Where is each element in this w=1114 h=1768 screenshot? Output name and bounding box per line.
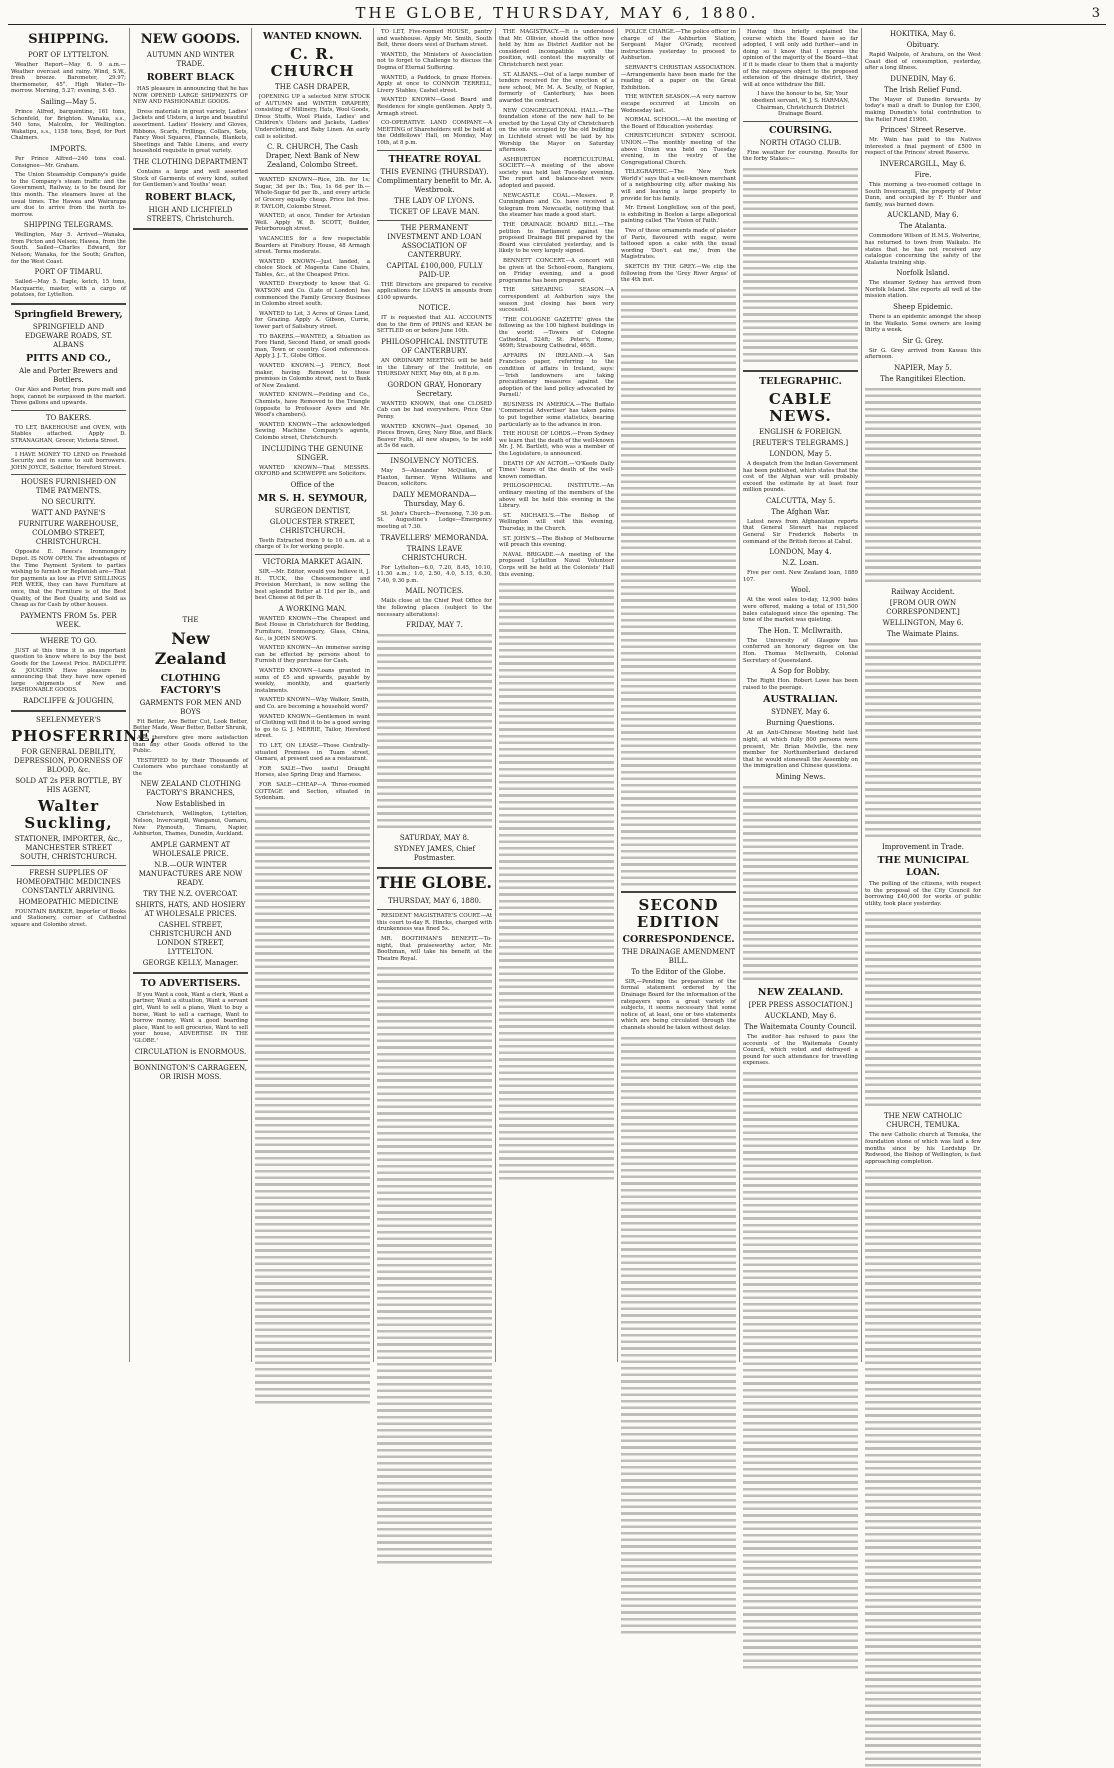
phos-sub: FOR GENERAL DEBILITY, DEPRESSION, POORNESS OF BLOOD, &c. bbox=[14, 747, 123, 774]
news-7: BENNETT CONCERT.—A concert will be given at the School-room, Rangiora, on Friday evening, and a good programme has been prepared. bbox=[499, 258, 614, 284]
whereto-text: JUST at this time it is an important question to know where to buy the best Goods for the Lowest Price. RADCLIFFE & JOUGHIN Have pleasure in announcing that they have now opened large shipments of New and FASHIONABLE GOODS. bbox=[11, 647, 126, 694]
nz-loan-text: Five per cent. New Zealand loan, 1889 107. bbox=[743, 570, 858, 583]
weather-report: Weather Report—May 6. 9 a.m.—Weather overcast and rainy. Wind, S.W., fresh breeze. Barometer, 29.97; thermometer, 45°. High Water—To-morrow. Morning, 5.27; evening, 5.45. bbox=[11, 62, 126, 95]
column-1 bbox=[8, 28, 157, 1362]
brewery-title: Springfield Brewery, bbox=[14, 309, 123, 321]
news-4: ASHBURTON HORTICULTURAL SOCIETY.—A meeting of the above society was held last Tuesday evening. The report and balance-sheet were adopted and passed. bbox=[499, 156, 614, 190]
wanted-ministers: WANTED, the Ministers of Association not to forget to Challenge to discuss the Dogma of Eternal Suffering. bbox=[377, 51, 492, 71]
wanted-9: WANTED KNOWN.—Feilding and Co., Chemists, have Removed to the Triangle (opposite to Professor Ayers and Mr. Wood's chambers). bbox=[255, 392, 370, 419]
timaru-text: Sailed—May 5. Eagle, ketch, 15 tons, Macquarrie, master, with a cargo of potatoes, for Lyttelton. bbox=[11, 279, 126, 299]
waitemata-text: The auditor has refused to pass the accounts of the Waitemata County Council, which voted and defrayed a pound for such attendance for travelling expenses. bbox=[743, 1033, 858, 1067]
ample: AMPLE GARMENT AT WHOLESALE PRICE. bbox=[150, 840, 231, 858]
wanted-12: WANTED KNOWN—The Cheapest and Best House in Christchurch for Bedding, Furniture, Ironmongery, Glass, China, &c., is JOHN SNOW'S. bbox=[255, 615, 370, 642]
news-6: THE DRAINAGE BOARD BILL.—The petition to Parliament against the proposed Drainage Bill prepared by the Board was circulated yesterday, and is likely to be very largely signed. bbox=[499, 222, 614, 255]
daily-memoranda: DAILY MEMORANDA—Thursday, May 6. bbox=[392, 490, 477, 508]
catholic-text: The new Catholic church at Temuka, the foundation stone of which was laid a few months since by his Lordship Dr. Redwood, the Bishop of Wellington, is fast approaching completion. bbox=[865, 1132, 981, 1165]
nz-heading: New Zealand bbox=[154, 628, 227, 668]
shipping-telegrams-heading: SHIPPING TELEGRAMS. bbox=[23, 221, 114, 230]
column-8 bbox=[862, 28, 984, 1362]
wanted-3: VACANCIES for a few respectable Boarders at Finsbury House, 48 Armagh street. Terms moderate. bbox=[255, 235, 370, 256]
mail-notices: MAIL NOTICES. bbox=[405, 587, 464, 596]
autumn-heading: AUTUMN AND WINTER TRADE. bbox=[146, 51, 235, 68]
news-3: NEW CONGREGATIONAL HALL.—The foundation stone of the new hall to be erected by the Loyal City of Christchurch on the site occupied by the old building in Lichfield street will be laid by his Worship the Mayor on Saturday afternoon. bbox=[499, 107, 614, 154]
wanted-13: WANTED KNOWN—An immense saving can be effected by persons about to Furnish if they purchase for Cash. bbox=[255, 645, 370, 665]
coursing-text: Fine weather for coursing. Results for the forby Stakes:— bbox=[743, 149, 858, 163]
bonnington: BONNINGTON'S CARRAGEEN, OR IRISH MOSS. bbox=[134, 1063, 247, 1081]
body-text-5 bbox=[499, 581, 614, 1181]
towns-list: Christchurch, Wellington, Lyttelton, Nelson, Invercargill, Wanganui, Oamaru, New Plymouth, Timaru, Napier, Ashburton, Thames, Dunedin, Auckland. bbox=[133, 811, 248, 838]
pitts-sub: Ale and Porter Brewers and Bottlers. bbox=[19, 367, 118, 385]
garments-heading: GARMENTS FOR MEN AND BOYS bbox=[139, 698, 242, 716]
church-addr: C. R. CHURCH, The Cash Draper, Next Bank of New Zealand, Colombo Street. bbox=[265, 143, 360, 170]
burning: Burning Questions. bbox=[766, 719, 835, 728]
body-text-6 bbox=[621, 287, 736, 887]
factory-heading: CLOTHING FACTORY'S bbox=[160, 672, 221, 696]
whereto-heading: WHERE TO GO. bbox=[40, 636, 97, 645]
cash-draper: THE CASH DRAPER, bbox=[275, 83, 350, 91]
drainage-letter: SIR,—Pending the preparation of the formal statement ordered by the Drainage Board for the information of the ratepayers upon a great variety of subjects, it seems necessary that some notice of, at least, one or two statements which are being circulated through the channels should be taken without delay. bbox=[621, 978, 736, 1031]
news-12: THE HOUSE OF LORDS.—From Sydney we learn that the death of the well-known Mr. J. M. Bartlett, who was a member of the Legislature, is announced. bbox=[499, 431, 614, 458]
permanent-investment: THE PERMANENT INVESTMENT AND LOAN ASSOCIATION OF CANTERBURY. bbox=[387, 223, 482, 259]
winter-manufactures: N.B.—OUR WINTER MANUFACTURES ARE NOW READY. bbox=[138, 860, 243, 887]
robert-black: ROBERT BLACK bbox=[146, 72, 235, 83]
mining-text bbox=[743, 784, 858, 984]
phosferrine: PHOSFERRINE, bbox=[11, 726, 157, 745]
letter-signature: I have the honour to be, Sir, Your obedient servant, W. J. S. HARMAN, Chairman, Christchurch District Drainage Board. bbox=[751, 91, 850, 118]
wanted-felts: WANTED KNOWN—Just Opened, 30 Pieces Brown, Grey, Navy Blue, and Black Beaver Felts, all new shapes, to be sold at 5s 6d each. bbox=[377, 423, 492, 450]
drainage-bill: THE DRAINAGE AMENDMENT BILL. bbox=[621, 947, 736, 965]
column-5 bbox=[496, 28, 618, 1362]
page-number: 3 bbox=[1091, 5, 1100, 21]
calcutta: CALCUTTA, May 5. bbox=[765, 496, 836, 505]
houses-heading: HOUSES FURNISHED ON TIME PAYMENTS. bbox=[20, 478, 117, 496]
brewery-text: Our Ales and Porter, from pure malt and hops, cannot be surpassed in the market. Three gallons and upwards. bbox=[11, 387, 126, 407]
wanted-cab: WANTED KNOWN, that one CLOSED Cab can be had everywhere. Price One Penny. bbox=[377, 400, 492, 421]
obituary-text: Rapid Walpole, of Arahura, on the West Coast died of consumption, yesterday, after a long illness. bbox=[865, 52, 981, 72]
surgeon: SURGEON DENTIST, bbox=[274, 506, 351, 515]
sydney-james: SYDNEY JAMES, Chief Postmaster. bbox=[393, 845, 476, 863]
wanted-4: WANTED KNOWN—Just landed, a choice Stock of Magenta Cane Chairs, Tables, &c., at the Cheapest Price. bbox=[255, 258, 370, 278]
theatre-sub: THIS EVENING (THURSDAY). Complimentary benefit to Mr. A. Westbrook. bbox=[377, 167, 492, 194]
correspondence: CORRESPONDENCE. bbox=[622, 933, 735, 945]
news6-6: TELEGRAPHIC.—The 'New York World's' says that a well-known merchant of a neighbouring city, after making his will and leaving a large property to provide for his family. bbox=[621, 169, 736, 202]
wanted-17: TO LET, ON LEASE—Those Centrally-situated Premises in Tuam street, Oamaru, at present used as a restaurant. bbox=[255, 742, 370, 763]
testified: TESTIFIED to by their Thousands of Customers who purchase constantly at the bbox=[133, 757, 248, 777]
princes: Princes' Street Reserve. bbox=[880, 126, 966, 135]
letter-end: Having thus briefly explained the course which the Board have so far adopted, I will only add further—and in doing so I know that I express the opinion of the majority of the Board—that if it is made clear to them that a majority of the ratepayers object to the proposed extension of the drainage district, they will at once withdraw the Bill. bbox=[743, 29, 858, 88]
india-despatch: A despatch from the Indian Government has been published, which states that the cost of the Afghan war will probably exceed the estimate by at least four million pounds. bbox=[743, 460, 858, 494]
news-16: ST. JOHN'S.—The Bishop of Melbourne will preach this evening. bbox=[499, 535, 614, 549]
news-8: THE SHEARING SEASON.—A correspondent at Ashburton says the season just closing has been very successful. bbox=[499, 287, 614, 314]
wanted-board: WANTED KNOWN—Good Board and Residence for single gentlemen. Apply 5, Armagh street. bbox=[377, 97, 492, 117]
working-man: A WORKING MAN. bbox=[278, 604, 347, 613]
furniture-text: Opposite E. Reece's Ironmongery Depot. IS NOW OPEN. The advantages of the Time Payment System to parties wishing to furnish or Replenish are—That for payments as low as FIVE SHILLINGS PER WEEK, they can have Furniture at once, that the Furniture is of the Best Quality, of the Best Quality, and Sold as Cheap as for Cash by other houses. bbox=[11, 549, 126, 609]
wanted-10: WANTED KNOWN—The acknowledged Sewing Machine Company's agents, Colombo street, Christchurch. bbox=[255, 421, 370, 441]
column-7 bbox=[740, 28, 862, 1362]
auckland: AUCKLAND, May 6. bbox=[764, 1011, 837, 1020]
wellington: WELLINGTON, May 6. bbox=[882, 619, 964, 628]
editor-line: To the Editor of the Globe. bbox=[631, 967, 726, 976]
wanted-5: WANTED Everybody to know that G. WATSON and Co. (Late of London) has commenced the Family Grocery Business in Colombo street south. bbox=[255, 281, 370, 308]
wanted-16: WANTED KNOWN—Gentlemen in want of Clothing will find it to be a good saving to go to G. J. MERRIE, Tailor, Hereford street. bbox=[255, 713, 370, 740]
sir-grey-text: Sir G. Grey arrived from Kawau this afternoon. bbox=[865, 347, 981, 361]
black-text-3: Contains a large and well assorted Stock of Garments of every kind, suited for Gentlemen's and Youths' wear. bbox=[133, 168, 248, 189]
ticket-of-leave: TICKET OF LEAVE MAN. bbox=[389, 207, 480, 216]
body-text bbox=[255, 805, 370, 1405]
pitts-title: PITTS AND CO., bbox=[25, 353, 112, 365]
sold-line: SOLD AT 2s PER BOTTLE, BY HIS AGENT, bbox=[15, 776, 122, 794]
payments-heading: PAYMENTS FROM 5s. PER WEEK. bbox=[20, 611, 117, 629]
shipping-telegrams: Wellington, May 5. Arrived—Wanaka, from Picton and Nelson; Hawea, from the South. Sailed—Charles Edward, for Nelson; Wanaka, for the South; Grafton, for the West Coast. bbox=[11, 232, 126, 265]
watt-payne: WATT AND PAYNE'S bbox=[31, 509, 106, 518]
wanted-6: WANTED to Let, 3 Acres of Grass Land, for Grazing. Apply A. Gibson, Currie, lower part of Salisbury street. bbox=[255, 310, 370, 331]
market-heading: VICTORIA MARKET AGAIN. bbox=[262, 557, 363, 566]
atalanta-text: Commodore Wilson of H.M.S. Wolverine, has returned to town from Waikato. He states that he has not received any catalogue concerning the safety of the Atalanta training ship. bbox=[865, 233, 981, 266]
coursing: COURSING. bbox=[768, 124, 833, 136]
london-2: LONDON, May 4. bbox=[769, 548, 832, 557]
radcliffe: RADCLIFFE & JOUGHIN, bbox=[22, 696, 115, 705]
wanted-15: WANTED KNOWN—Why Walker, Smith, and Co. are becoming a household word? bbox=[255, 697, 370, 710]
wanted-14: WANTED KNOWN—Loans granted in sums of £5 and upwards, payable by weekly, monthly, and quarterly instalments. bbox=[255, 668, 370, 694]
news-9: 'THE COLOGNE GAZETTE' gives the following as the 100 highest buildings in the world: —Towers of Cologne Cathedral, 524ft; St. Peter's, Rome, 469ft; Strasbourg Cathedral, 465ft. bbox=[499, 316, 614, 350]
auckland-8: AUCKLAND, May 6. bbox=[887, 211, 959, 220]
the-label: THE bbox=[182, 615, 199, 624]
column-3 bbox=[252, 28, 374, 1362]
fire: Fire. bbox=[914, 170, 932, 179]
wanted-11: WANTED KNOWN—That MESSRS. OXFORD and SCHWEPPE are Solicitors. bbox=[255, 464, 370, 478]
norfolk: Norfolk Island. bbox=[896, 269, 950, 278]
mail-text: Mails close at the Chief Post Office for the following places (subject to the necessary alterations): bbox=[377, 598, 492, 618]
news6-7: Mr. Ernest Longfellow, son of the poet, is exhibiting in Boston a large allegorical painting called 'The Vision of Faith.' bbox=[621, 205, 736, 225]
loans-text: THE Directors are prepared to receive applications for LOANS in amounts from £100 upwards. bbox=[377, 281, 492, 301]
capital: CAPITAL £100,000, FULLY PAID-UP. bbox=[386, 261, 483, 279]
travellers: TRAVELLERS' MEMORANDA. bbox=[380, 533, 489, 542]
mail-list bbox=[377, 632, 492, 832]
second-edition: SECOND EDITION bbox=[636, 895, 721, 931]
black-text-1: HAS pleasure in announcing that he has NOW OPENED LARGE SHIPMENTS OF NEW AND FASHIONABLE GOODS. bbox=[133, 86, 248, 106]
notice-heading: NOTICE. bbox=[418, 304, 451, 313]
daily-text: St. John's Church—Evensong, 7.30 p.m. St. Augustine's Lodge—Emergency meeting at 7.30. bbox=[377, 510, 492, 530]
now-established: Now Established in bbox=[156, 800, 225, 809]
timaru-heading: PORT OF TIMARU. bbox=[34, 268, 103, 277]
dunedin: DUNEDIN, May 6. bbox=[890, 74, 956, 83]
reuter: [REUTER'S TELEGRAMS.] bbox=[752, 438, 849, 447]
bakers-text: TO LET, BAKEHOUSE and OVEN, with Stables attached. Apply D. STRANAGHAN, Grocer, Victoria Street. bbox=[11, 424, 126, 444]
fit-list: Fit Better, Are Better Cut, Look Better, Better Made, Wear Better, Better Shrunk, bbox=[133, 718, 248, 732]
wool-text: At the wool sales to-day, 12,900 bales were offered, making a total of 151,500 bales catalogued since the opening. The tone of the market was quieting. bbox=[743, 597, 858, 624]
news-10: AFFAIRS IN IRELAND.—A San Francisco paper, referring to the condition of affairs in Ireland, says:—'Irish landowners are taking precautionary measures against the adoption of the land policy advocated by Parnell.' bbox=[499, 352, 614, 399]
tolet-1: TO LET, Five-roomed HOUSE, pantry and washhouse. Apply Mr. Smith, South Belt, three doors west of Durham street. bbox=[377, 29, 492, 49]
homeopathic: FRESH SUPPLIES OF HOMEOPATHIC MEDICINES CONSTANTLY ARRIVING. bbox=[16, 868, 121, 895]
news6-9: SKETCH BY THE GREY.—We clip the following from the 'Grey River Argus' of the 4th inst. bbox=[621, 264, 736, 284]
nosecurity: NO SECURITY. bbox=[41, 498, 96, 507]
philosophical: PHILOSOPHICAL INSTITUTE OF CANTERBURY. bbox=[381, 338, 488, 356]
black-addr: HIGH AND LICHFIELD STREETS, Christchurch. bbox=[146, 205, 235, 223]
body-text-6b bbox=[621, 1035, 736, 1635]
news6-8: Two of those ornaments made of plaster of Paris, flavoured with sugar, were tattooed upon a cake with the usual wording 'Don't eat me,' from the Magistrates. bbox=[621, 228, 736, 261]
atalanta: The Atalanta. bbox=[899, 222, 947, 231]
wanted-2: WANTED, at once, Tender for Artesian Well. Apply W. B. SCOTT, Builder, Peterborough street. bbox=[255, 213, 370, 233]
nz-loan: N.Z. Loan. bbox=[782, 559, 819, 568]
wanted-19: FOR SALE—CHEAP—A Three-roomed COTTAGE and Section, situated in Sydenham. bbox=[255, 781, 370, 802]
black-text-2: Dress materials in great variety, Ladies' Jackets and Ulsters, a large and beautiful assortment. Ladies' Hosiery and Gloves, Ribbons, Scarfs, Frillings, Collars, Sets, Fancy Wool Squares, Flannels, Blankets, Sheetings and Table Linens, and every household requisite in great variety. bbox=[133, 108, 248, 155]
globe-heading: THE GLOBE. bbox=[377, 873, 492, 893]
body-text-7 bbox=[743, 1070, 858, 1670]
walter-suckling: Walter Suckling, bbox=[24, 796, 113, 832]
municipal-body bbox=[865, 910, 981, 1110]
news6-3: THE WINTER SEASON.—A very narrow escape occurred at Lincoln on Wednesday last. bbox=[621, 94, 736, 114]
afghan-text: Latest news from Afghanistan reports that General Stewart has replaced General Sir Frederick Roberts in command of the British forces at Cabul. bbox=[743, 518, 858, 545]
wanted-1: WANTED KNOWN—Rice, 2lb. for 1s; Sugar, 3d per lb.; Tea, 1s 6d per lb.—Whole-Sugar 6d per lb., and every article of Grocery equally cheap. Price list free. P. TAYLOR, Colombo Street. bbox=[255, 177, 370, 210]
bakers-heading: TO BAKERS. bbox=[45, 413, 92, 422]
own-corr: [FROM OUR OWN CORRESPONDENT.] bbox=[886, 599, 960, 617]
news-17: NAVAL BRIGADE.—A meeting of the proposed Lyttelton Naval Volunteer Corps will be held at the Colonists' Hall this evening. bbox=[499, 551, 614, 578]
seelenmeyer: SEELENMEYER'S bbox=[36, 715, 101, 724]
news-14: PHILOSOPHICAL INSTITUTE.—An ordinary meeting of the members of the above will be held this evening in the Library. bbox=[499, 483, 614, 510]
masthead bbox=[8, 2, 1106, 25]
australian: AUSTRALIAN. bbox=[763, 694, 838, 706]
rangitikei: The Rangitikei Election. bbox=[880, 375, 966, 384]
sop: A Sop for Bobby. bbox=[771, 667, 830, 676]
london-1: LONDON, May 5. bbox=[769, 449, 832, 458]
news6-5: CHRISTCHURCH SYDNEY SCHOOL UNION.—The monthly meeting of the above Union was held on Tuesday evening, in the vestry of the Congregational Church. bbox=[621, 133, 736, 166]
walter-sub: STATIONER, IMPORTER, &c., MANCHESTER STREET SOUTH, CHRISTCHURCH. bbox=[14, 834, 123, 861]
sailed-heading: Sailing—May 5. bbox=[40, 97, 97, 106]
shipping-news: The Union Steamship Company's guide to the Company's steam traffic and the Government, Railway, is to be found for this month. The steamers leave at the usual times. The Hawea and Wairarapa are due to arrive from the north to-morrow. bbox=[11, 172, 126, 218]
waimate: The Waimate Plains. bbox=[886, 630, 960, 639]
notice-text: IT is requested that ALL ACCOUNTS due to the firm of PRINS and KEAN be SETTLED on or before June 10th. bbox=[377, 315, 492, 335]
news-5: NEWCASTLE COAL.—Messrs. P. Cunningham and Co. have received a telegram from Newcastle, notifying that the steamer has made a good start. bbox=[499, 192, 614, 219]
news6-1: POLICE CHARGE.—The police officer in charge of the Ashburton Station, Sergeant Major O'Grady, received instructions yesterday to proceed to Ashburton. bbox=[621, 29, 736, 62]
wool: Wool. bbox=[790, 586, 811, 595]
princes-text: Mr. Wain has paid to the Natives interested a final payment of £500 in respect of the Princes' street Reserve. bbox=[865, 137, 981, 157]
mining: Mining News. bbox=[775, 772, 826, 781]
sheep: Sheep Epidemic. bbox=[893, 303, 953, 312]
trains-text: For Lyttelton—6.0, 7.20, 8.45, 10.10, 11.30 a.m.; 1.0, 2.50, 4.0, 5.15, 6.30, 7.40, 9.30 p.m. bbox=[377, 564, 492, 584]
church-text: [OPENING UP a selected NEW STOCK of AUTUMN and WINTER DRAPERY, consisting of Millinery, Hats, Wool Goods, Dress Stuffs, Wool Plaids, Ladies' and Children's Ulsters and Jackets, Ladies' Underclothing, and Baby Linen. An early call is solicited. bbox=[255, 94, 370, 140]
rm-court: RESIDENT MAGISTRATE'S COURT.—At this court to-day R. Hincks, charged with drunkenness was fined 5s. bbox=[377, 913, 492, 933]
cashel: CASHEL STREET, CHRISTCHURCH AND LONDON STREET, LYTTELTON. bbox=[149, 920, 232, 956]
new-zealand: NEW ZEALAND. bbox=[757, 986, 844, 998]
fountain-barker: FOUNTAIN BARKER, Importer of Books and Stationery, corner of Cathedral square and Colombo street. bbox=[11, 908, 126, 929]
mcilwraith: The Hon. T. McIlwraith. bbox=[758, 626, 843, 635]
english-foreign: ENGLISH & FOREIGN. bbox=[758, 427, 843, 436]
news-2: ST. ALBANS.—Out of a large number of tenders received for the erection of a new school, Mr. M. A. Scully, of Napier, formerly of Canterbury, has been awarded the contract. bbox=[499, 71, 614, 104]
sir-grey: Sir G. Grey. bbox=[902, 336, 944, 345]
columns bbox=[8, 28, 1106, 1362]
mcilwraith-text: The University of Glasgow has conferred an honorary degree on the Hon. Thomas McIlwraith, Colonial Secretary of Queensland. bbox=[743, 637, 858, 664]
coursing-results bbox=[743, 166, 858, 366]
press-assoc: [PER PRESS ASSOCIATION.] bbox=[748, 1000, 853, 1009]
shirts: SHIRTS, HATS, AND HOSIERY AT WHOLESALE PRICES. bbox=[135, 900, 246, 918]
waitemata: The Waitemata County Council. bbox=[744, 1022, 857, 1031]
column-2 bbox=[130, 28, 252, 1362]
burning-text: At an Anti-Chinese Meeting held last night, at which fully 800 persons were present, Mr. Brian Melville, the new member for Northumberland declared that he would stonewall the Assembly on the immigration and Chinese questions. bbox=[743, 730, 858, 770]
afghan-war: The Afghan War. bbox=[771, 507, 830, 516]
lady-of-lyons: THE LADY OF LYONS. bbox=[394, 196, 475, 205]
factory-text: And therefore give more satisfaction than any other Goods offered to the Public. bbox=[133, 734, 248, 755]
news6-4: NORMAL SCHOOL.—At the meeting of the Board of Education yesterday. bbox=[621, 117, 736, 130]
brewery-sub: SPRINGFIELD AND EDGEWARE ROADS, ST. ALBANS bbox=[24, 323, 113, 350]
trade: Improvement in Trade. bbox=[882, 843, 964, 852]
trains: TRAINS LEAVE CHRISTCHURCH. bbox=[401, 544, 468, 562]
homeopathic-2: HOMEOPATHIC MEDICINE bbox=[18, 897, 119, 906]
masthead-title: THE GLOBE, THURSDAY, MAY 6, 1880. bbox=[355, 4, 759, 22]
globe-date: THURSDAY, MAY 6, 1880. bbox=[387, 897, 482, 906]
sydney: SYDNEY, May 6. bbox=[771, 708, 830, 717]
news-13: DEATH OF AN ACTOR.—'O'Keefe Daily Times' hears of the death of the well-known comedian. bbox=[499, 460, 614, 480]
friday: FRIDAY, MAY 7. bbox=[406, 621, 463, 630]
kelly: GEORGE KELLY, Manager. bbox=[142, 958, 239, 967]
shipping-heading: SHIPPING. bbox=[28, 32, 109, 47]
circulation: CIRCULATION is ENORMOUS. bbox=[134, 1047, 247, 1056]
genuine-singer: INCLUDING THE GENUINE SINGER. bbox=[261, 444, 364, 462]
news6-2: SERVANT'S CHRISTIAN ASSOCIATION.—Arrangements have been made for the reading of a paper on the Great Exhibition. bbox=[621, 64, 736, 91]
waimate-text bbox=[865, 641, 981, 841]
hokitika: HOKITIKA, May 6. bbox=[890, 30, 956, 38]
market-text: SIR.—Mr. Editor, would you believe it, J. H. TUCK, the Cheesemonger and Provision Merchant, is now selling the best splendid Butter at 11d per lb., and best Cheese at 6d per lb. bbox=[255, 568, 370, 602]
municipal-loan: THE MUNICIPAL LOAN. bbox=[877, 855, 969, 879]
wanted-18: FOR SALE—Two useful Draught Horses, also Spring Dray and Harness. bbox=[255, 765, 370, 779]
seymour: MR S. H. SEYMOUR, bbox=[257, 492, 368, 504]
philosophical-text: AN ORDINARY MEETING will be held in the Library of the Institute, on THURSDAY NEXT, May 6th, at 8 p.m. bbox=[377, 358, 492, 378]
furniture-warehouse: FURNITURE WAREHOUSE, COLOMBO STREET, CHRISTCHURCH. bbox=[18, 520, 119, 547]
rangitikei-text bbox=[865, 386, 981, 586]
advertisers-poem: If you Want a cook, Want a clerk, Want a partner, Want a situation, Want a servant girl, Want to sell a piano, Want to buy a horse, Want to sell a carriage, Want to borrow money, Want a good boarding place, Want to sell groceries, Want to sell your house, ADVERTISE IN THE 'GLOBE.' bbox=[133, 991, 248, 1044]
column-4 bbox=[374, 28, 496, 1362]
overcoat: TRY THE N.Z. OVERCOAT. bbox=[143, 889, 238, 898]
gloucester: GLOUCESTER STREET, CHRISTCHURCH. bbox=[269, 517, 356, 535]
teeth: Teeth Extracted from 9 to 10 a.m. at a charge of 1s for working people. bbox=[255, 537, 370, 551]
body-text-4 bbox=[377, 965, 492, 1565]
norfolk-text: The steamer Sydney has arrived from Norfolk Island. She reports all well at the mission station. bbox=[865, 280, 981, 300]
news-1: THE MAGISTRACY.—It is understood that Mr. Ollivier, should the office now held by him as District Auditor not be considered incompatible with the position, will contest the mayoralty of Christchurch next year. bbox=[499, 29, 614, 68]
insolvency: INSOLVENCY NOTICES. bbox=[390, 457, 479, 465]
gordon-gray: GORDON GRAY, Honorary Secretary. bbox=[387, 380, 482, 398]
clothing-dept: THE CLOTHING DEPARTMENT bbox=[133, 157, 248, 166]
insolvency-text: May 5—Alexander McQuillan, of Flaxton, farmer. Wynn Williams and Deacon, solicitors. bbox=[377, 468, 492, 488]
newgoods-heading: NEW GOODS. bbox=[140, 32, 241, 47]
railway-accident: Railway Accident. bbox=[891, 588, 955, 597]
wanted-heading: WANTED KNOWN. bbox=[262, 31, 363, 42]
boothman: MR. BOOTHMAN'S BENEFIT.—To-night, that praiseworthy actor, Mr. Boothman, will take his benefit at the Theatre Royal. bbox=[377, 935, 492, 962]
invercargill: INVERCARGILL, May 6. bbox=[879, 159, 967, 168]
imports-heading: IMPORTS. bbox=[50, 144, 87, 153]
saturday: SATURDAY, MAY 8. bbox=[399, 834, 470, 843]
wanted-7: TO BAKERS.—WANTED, a Situation as Fore Hand, Second Hand, or small goods man, Town or country. Good references. Apply J. J. T., Globe Office. bbox=[255, 333, 370, 360]
co-op-meeting: CO-OPERATIVE LAND COMPANY.—A MEETING of Shareholders will be held at the Oddfellows' Hall, on Monday, May 10th, at 8 p.m. bbox=[377, 120, 492, 146]
money-notice: I HAVE MONEY TO LEND on Freehold Security and in sums to suit borrowers. JOHN JOYCE, Solicitor, Hereford Street. bbox=[11, 451, 126, 471]
wanted-8: WANTED KNOWN.—J. PERCY, Boot maker, having Removed to those premises in Colombo street, next to Bank of New Zealand. bbox=[255, 363, 370, 389]
column-6 bbox=[618, 28, 740, 1362]
otago-club: NORTH OTAGO CLUB. bbox=[759, 138, 842, 147]
telegraphic: TELEGRAPHIC. bbox=[759, 375, 842, 387]
robert-black-2: ROBERT BLACK, bbox=[145, 191, 236, 203]
imports-text: Per Prince Alfred—240 tons coal. Consignee—Mr. Graham. bbox=[11, 155, 126, 169]
catholic-church: THE NEW CATHOLIC CHURCH, TEMUKA. bbox=[883, 1112, 963, 1130]
wanted-paddock: WANTED, a Paddock, to graze Horses. Apply at once to CONNOR TERRELL, Livery Stables, Cashel street. bbox=[377, 74, 492, 94]
office-of: Office of the bbox=[290, 480, 335, 489]
obituary: Obituary. bbox=[906, 41, 940, 49]
theatre-royal: THEATRE ROYAL bbox=[388, 153, 481, 165]
nz-branches: NEW ZEALAND CLOTHING FACTORY'S BRANCHES, bbox=[140, 780, 241, 798]
advertisers-heading: TO ADVERTISERS. bbox=[140, 977, 241, 989]
irish-relief: The Irish Relief Fund. bbox=[884, 85, 962, 94]
sheep-text: There is an epidemic amongst the sheep in the Waikato. Some owners are losing thirty a week. bbox=[865, 314, 981, 334]
napier: NAPIER, May 5. bbox=[894, 364, 952, 373]
port-heading: PORT OF LYTTELTON. bbox=[27, 51, 110, 59]
sop-text: The Right Hon. Robert Lowe has been raised to the peerage. bbox=[743, 678, 858, 691]
irish-text: The Mayor of Dunedin forwards by today's mail a draft to Dunlop for £300, making Dunedin's total contribution to the Relief Fund £1900. bbox=[865, 96, 981, 123]
news-11: BUSINESS IN AMERICA.—The Buffalo 'Commercial Advertiser' has taken pains to put together some statistics, bearing particularly as to the advance in iron. bbox=[499, 401, 614, 428]
news-15: ST. MICHAEL'S.—The Bishop of Wellington will visit this evening, Thursday, in the Church. bbox=[499, 512, 614, 532]
church-heading: C. R. CHURCH bbox=[270, 45, 355, 80]
sailed-text: Prince Alfred, barquentine, 161 tons, Schonfeld, for Brighton. Wanaka, s.s., 540 tons, Malcolm, for Wellington. Wakatipu, s.s., 1158 tons, Boyd, for Port Chalmers. bbox=[11, 108, 126, 142]
body-text-8 bbox=[865, 1168, 981, 1768]
cable-news: CABLE NEWS. bbox=[768, 389, 833, 425]
fire-text: This morning a two-roomed cottage in South Invercargill, the property of Peter Dunn, and occupied by F. Hunter and family, was burned down. bbox=[865, 181, 981, 208]
municipal-text: The polling of the citizens, with respect to the proposal of the City Council for borrowing £40,000 for works of public utility, took place yesterday. bbox=[865, 881, 981, 907]
